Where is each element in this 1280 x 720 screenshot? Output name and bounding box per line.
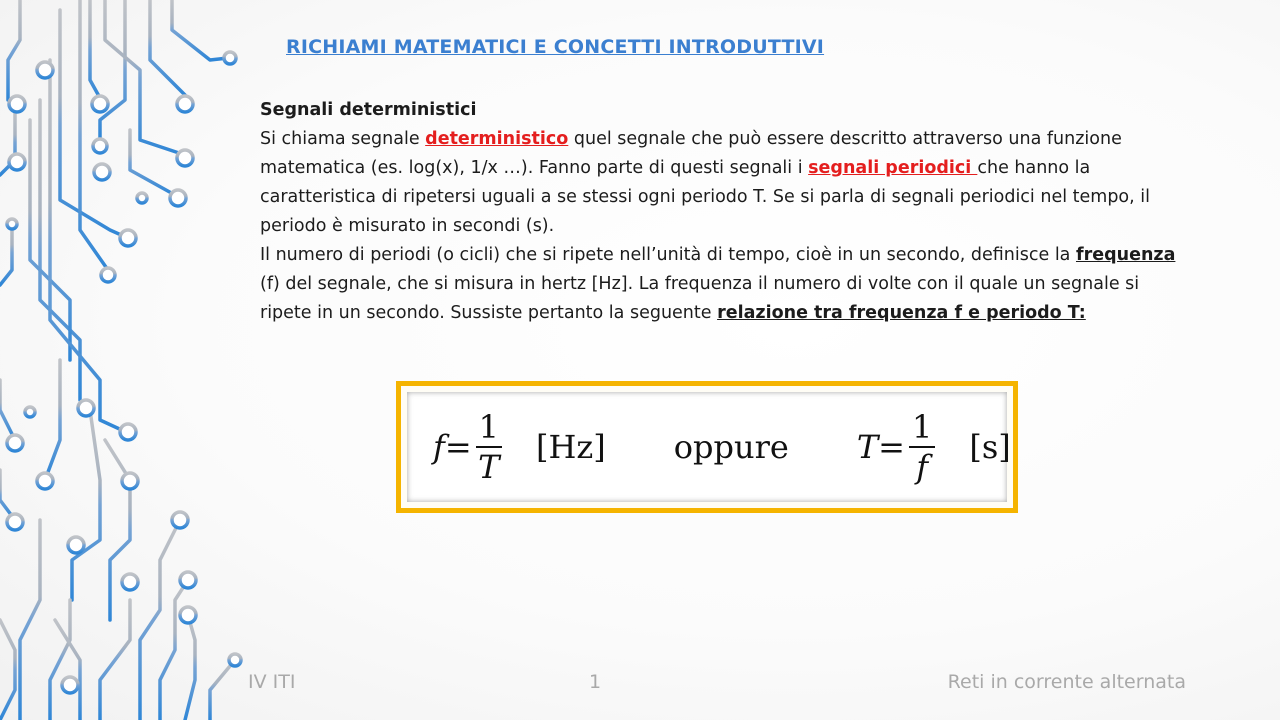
paragraph-deterministic — [260, 125, 1190, 241]
p1-text-3: che hanno la caratteristica di ripetersi uguali a se stessi ogni periodo T. Se si parla di segnali periodici nel tempo, il periodo è misurato in secondi (s). — [260, 158, 1150, 236]
formula-frequency — [433, 408, 506, 486]
fraction-2-denominator: f — [916, 448, 929, 486]
keyword-relazione: relazione tra frequenza f e periodo T: — [717, 303, 1086, 323]
keyword-segnali-periodici: segnali periodici — [808, 158, 978, 178]
formula-lhs-T: T — [856, 428, 879, 466]
keyword-frequenza: frequenza — [1075, 245, 1176, 265]
fraction-2-numerator: 1 — [909, 411, 935, 448]
page-number: 1 — [589, 671, 602, 693]
formula — [407, 392, 1011, 502]
circuit-decoration — [0, 0, 250, 720]
unit-s: [s] — [969, 428, 1011, 466]
formula-equals-2: = — [878, 428, 905, 466]
footer-right: Reti in corrente alternata — [947, 671, 1186, 693]
slide-title: RICHIAMI MATEMATICI E CONCETTI INTRODUTTIVI — [286, 36, 825, 58]
unit-hz: [Hz] — [536, 428, 606, 466]
fraction-1-denominator: T — [478, 448, 500, 486]
footer-left: IV ITI — [248, 671, 296, 693]
formula-box — [396, 381, 1018, 513]
p1-text-2: quel segnale che può essere descritto attraverso una funzione matematica (es. log(x), 1/x …). Fanno parte di questi segnali i — [260, 129, 1122, 178]
formula-equals-1: = — [444, 428, 472, 466]
p2-text-1: Il numero di periodi (o cicli) che si ripete nell’unità di tempo, cioè in un secondo, definisce la — [260, 245, 1076, 265]
keyword-deterministico: deterministico — [425, 129, 569, 149]
formula-period — [856, 408, 940, 486]
p2-text-2: (f) del segnale, che si misura in hertz [Hz]. La frequenza il numero di volte con il quale un segnale si ripete in un secondo. Sussiste pertanto la seguente — [260, 274, 1140, 323]
formula-fraction-1 — [476, 408, 502, 486]
paragraph-frequency — [260, 241, 1190, 328]
slide-body — [260, 96, 1190, 328]
formula-lhs-f: f — [433, 428, 445, 466]
connector-oppure: oppure — [673, 428, 789, 466]
fraction-1-numerator: 1 — [476, 411, 502, 448]
p1-text-1: Si chiama segnale — [260, 129, 426, 149]
section-heading: Segnali deterministici — [260, 100, 477, 120]
formula-fraction-2 — [909, 408, 935, 486]
